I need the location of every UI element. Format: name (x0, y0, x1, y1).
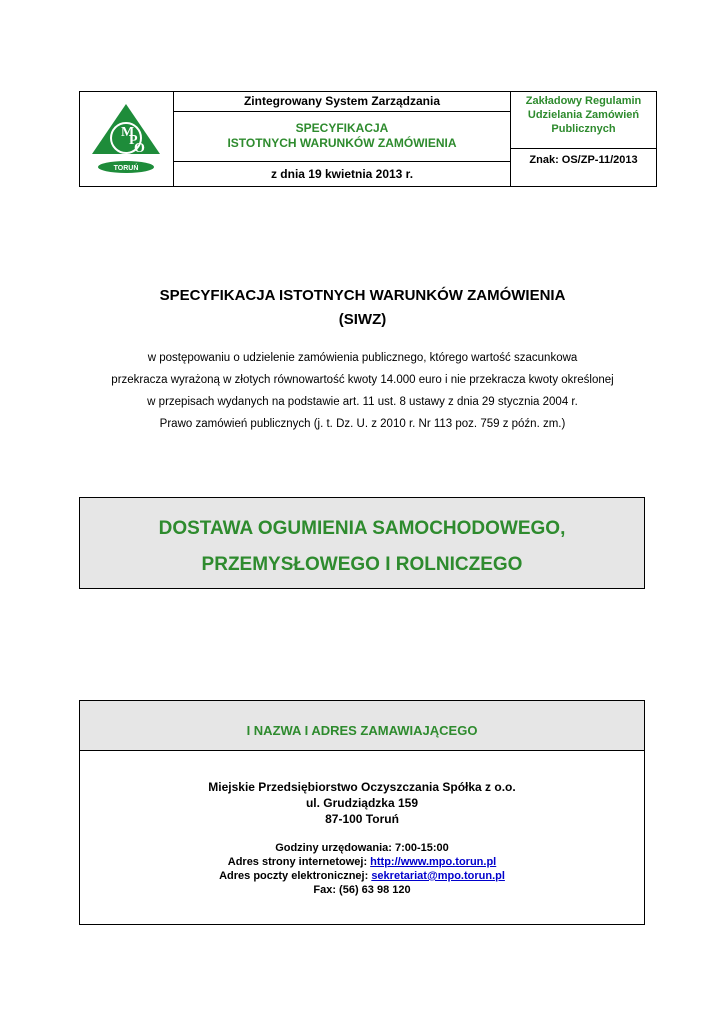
email-label: Adres poczty elektronicznej: (219, 870, 369, 882)
description-line: w postępowaniu o udzielenie zamówienia publicznego, którego wartość szacunkowa (147, 352, 578, 364)
website-link[interactable]: http://www.mpo.torun.pl (370, 856, 497, 868)
header-right (511, 92, 656, 186)
website-label: Adres strony internetowej: (227, 856, 368, 868)
fax-number: Fax: (56) 63 98 120 (313, 884, 411, 896)
company-name: Miejskie Przedsiębiorstwo Oczyszczania Spółka z o.o. (208, 780, 516, 794)
logo-cell (80, 92, 174, 186)
logo-letter-m: M (121, 125, 135, 140)
header-spec-line2: ISTOTNYCH WARUNKÓW ZAMÓWIENIA (227, 136, 457, 150)
subject-box (79, 497, 645, 589)
main-title-abbrev: (SIWZ) (338, 311, 387, 328)
authority-address (80, 779, 644, 827)
email-link[interactable]: sekretariat@mpo.torun.pl (371, 870, 505, 882)
logo-letter-p: P (129, 133, 138, 148)
regulation-line1: Zakładowy Regulamin (525, 95, 642, 107)
procedure-description (0, 347, 725, 435)
header-middle (174, 92, 511, 186)
document-header (79, 91, 657, 187)
main-title: SPECYFIKACJA ISTOTNYCH WARUNKÓW ZAMÓWIENIA (159, 287, 566, 304)
section-contracting-authority (79, 700, 645, 925)
section-heading: I NAZWA I ADRES ZAMAWIAJĄCEGO (80, 701, 644, 751)
description-line: przekracza wyrażoną w złotych równowartość kwoty 14.000 euro i nie przekracza kwoty określonej (111, 374, 614, 386)
regulation-line2: Udzielania Zamówień (527, 109, 640, 121)
subject-line1: DOSTAWA OGUMIENIA SAMOCHODOWEGO, (158, 518, 566, 539)
regulation-line3: Publicznych (551, 123, 616, 135)
street-address: ul. Grudziądzka 159 (305, 796, 419, 810)
subject-line2: PRZEMYSŁOWEGO I ROLNICZEGO (201, 554, 523, 575)
website-row (80, 855, 644, 869)
header-date: z dnia 19 kwietnia 2013 r. (270, 167, 414, 181)
system-name: Zintegrowany System Zarządzania (174, 92, 510, 112)
header-spec-title (174, 112, 510, 162)
logo-letter-o: O (134, 141, 145, 156)
office-hours: Godziny urzędowania: 7:00-15:00 (275, 842, 449, 854)
logo-city: TORUŃ (113, 165, 139, 172)
description-line: w przepisach wydanych na podstawie art. 11 ust. 8 ustawy z dnia 29 stycznia 2004 r. (147, 396, 578, 408)
description-line: Prawo zamówień publicznych (j. t. Dz. U. z 2010 r. Nr 113 poz. 759 z późn. zm.) (159, 418, 566, 430)
header-spec-line1: SPECYFIKACJA (295, 121, 389, 135)
email-row (80, 869, 644, 883)
contact-info (80, 841, 644, 897)
regulation-title (511, 92, 656, 149)
city-address: 87-100 Toruń (325, 812, 399, 826)
document-sign: Znak: OS/ZP-11/2013 (529, 154, 638, 166)
mpo-logo (80, 92, 173, 186)
